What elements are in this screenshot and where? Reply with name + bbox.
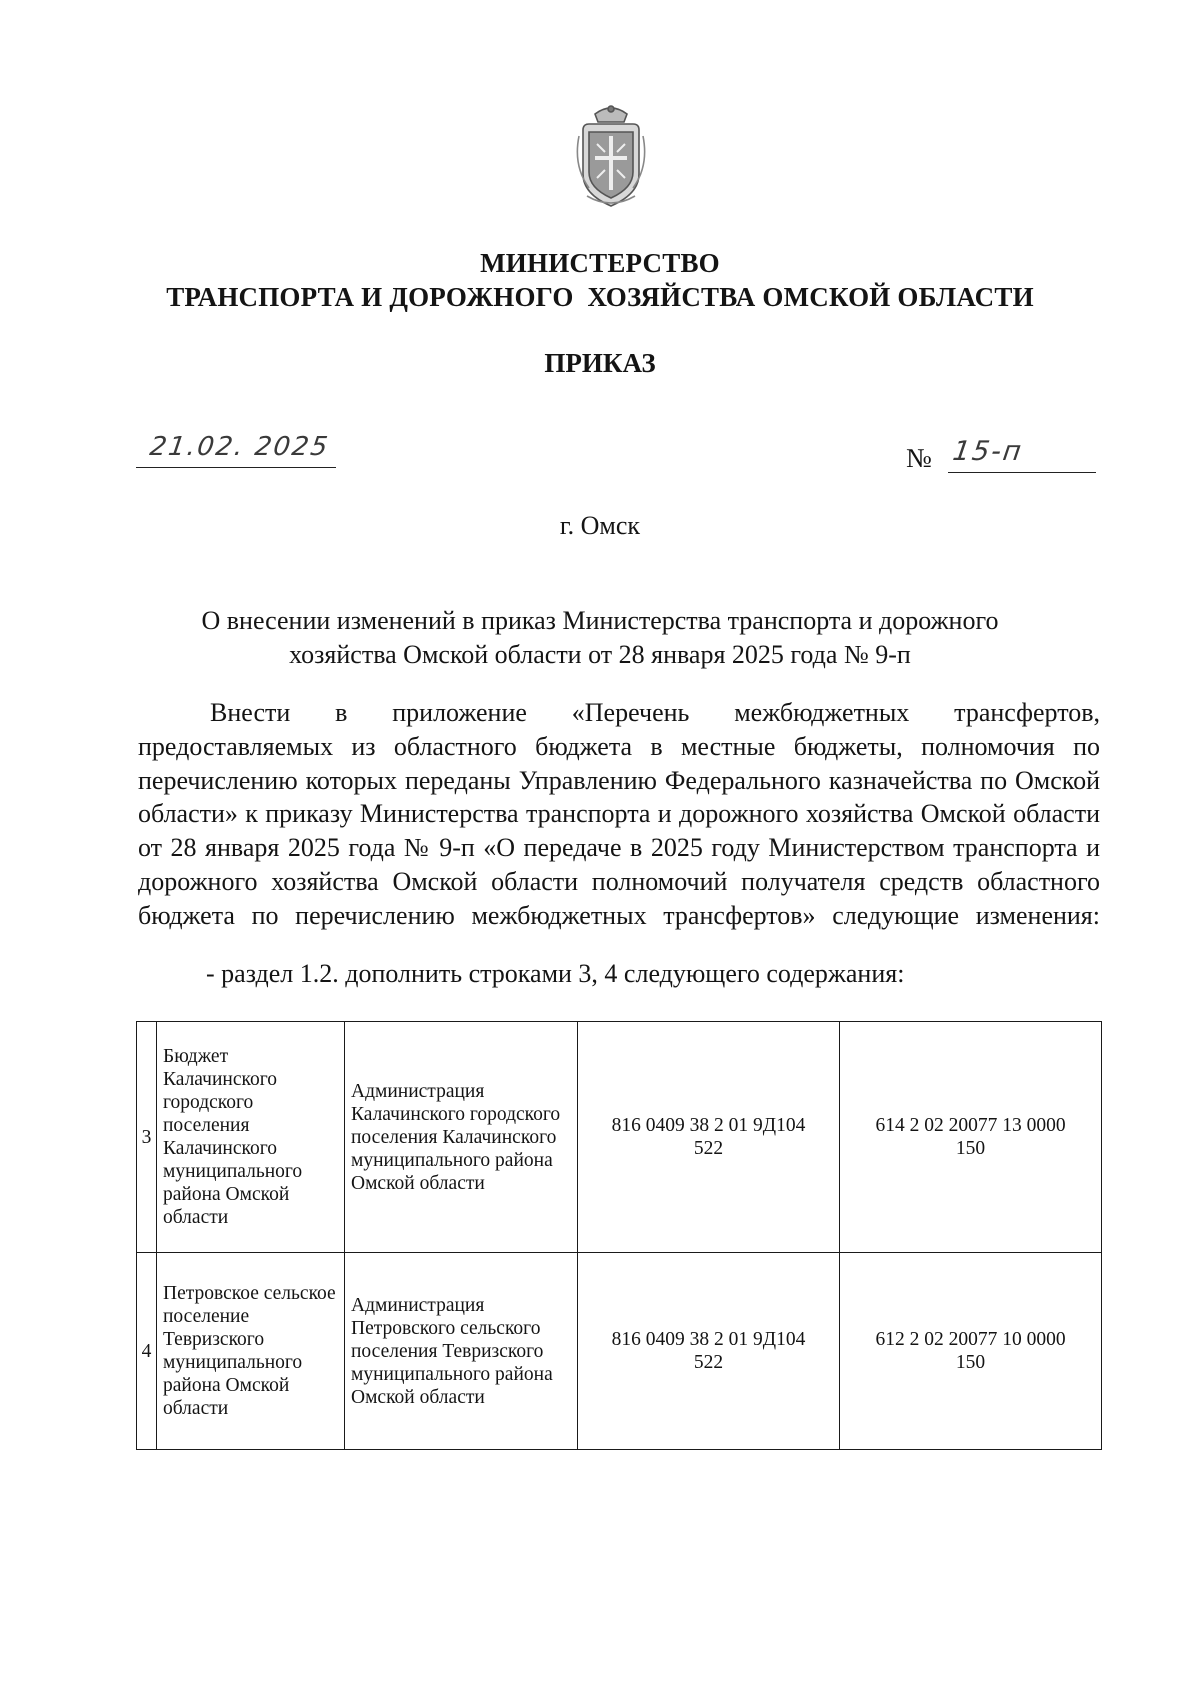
kbk-income-code-cell: 612 2 02 20077 10 0000 150 <box>840 1253 1102 1450</box>
subject-line1: О внесении изменений в приказ Министерства транспорта и дорожного <box>201 606 999 635</box>
table-row <box>137 1253 1102 1450</box>
number-sign: № <box>906 443 932 473</box>
ministry-name-line2: ТРАНСПОРТА И ДОРОЖНОГО ХОЗЯЙСТВА ОМСКОЙ ОБЛАСТИ <box>166 282 1034 312</box>
administration-cell: Администрация Петровского сельского поселения Тевризского муниципального района Омской области <box>345 1253 578 1450</box>
kbk-income-code-cell: 614 2 02 20077 13 0000 150 <box>840 1022 1102 1253</box>
date-underline <box>136 467 336 468</box>
document-type-title: ПРИКАЗ <box>544 348 656 378</box>
administration-cell: Администрация Калачинского городского поселения Калачинского муниципального района Омской области <box>345 1022 578 1253</box>
ministry-name-line1: МИНИСТЕРСТВО <box>480 248 720 278</box>
handwritten-order-number: 15-п <box>950 436 1025 467</box>
number-underline <box>948 472 1096 473</box>
budget-cell: Петровское сельское поселение Тевризского муниципального района Омской области <box>157 1253 345 1450</box>
amendment-table <box>136 1021 1102 1450</box>
kbk-expense-code-cell: 816 0409 38 2 01 9Д104 522 <box>578 1253 840 1450</box>
handwritten-date: 21.02. 2025 <box>147 432 332 462</box>
city-label: г. Омск <box>559 511 641 540</box>
subject-line2: хозяйства Омской области от 28 января 2025 года № 9-п <box>289 640 911 669</box>
coat-of-arms-icon <box>573 100 649 214</box>
amendment-bullet: - раздел 1.2. дополнить строками 3, 4 следующего содержания: <box>206 959 905 988</box>
body-paragraph: Внести в приложение «Перечень межбюджетных трансфертов, предоставляемых из областного бюджета в местные бюджеты, полномочия по перечислению которых переданы Управлению Федерального казначейства по Омской области» к приказу Министерства транспорта и дорожного хозяйства Омской области от 28 января 2025 года № 9-п «О передаче в 2025 году Министерством транспорта и дорожного хозяйства Омской области полномочий получателя средств областного бюджета по перечислению межбюджетных трансфертов» следующие изменения: <box>138 698 1100 930</box>
budget-cell: Бюджет Калачинского городского поселения Калачинского муниципального района Омской области <box>157 1022 345 1253</box>
table-row <box>137 1022 1102 1253</box>
row-number: 3 <box>137 1022 157 1253</box>
kbk-expense-code-cell: 816 0409 38 2 01 9Д104 522 <box>578 1022 840 1253</box>
row-number: 4 <box>137 1253 157 1450</box>
